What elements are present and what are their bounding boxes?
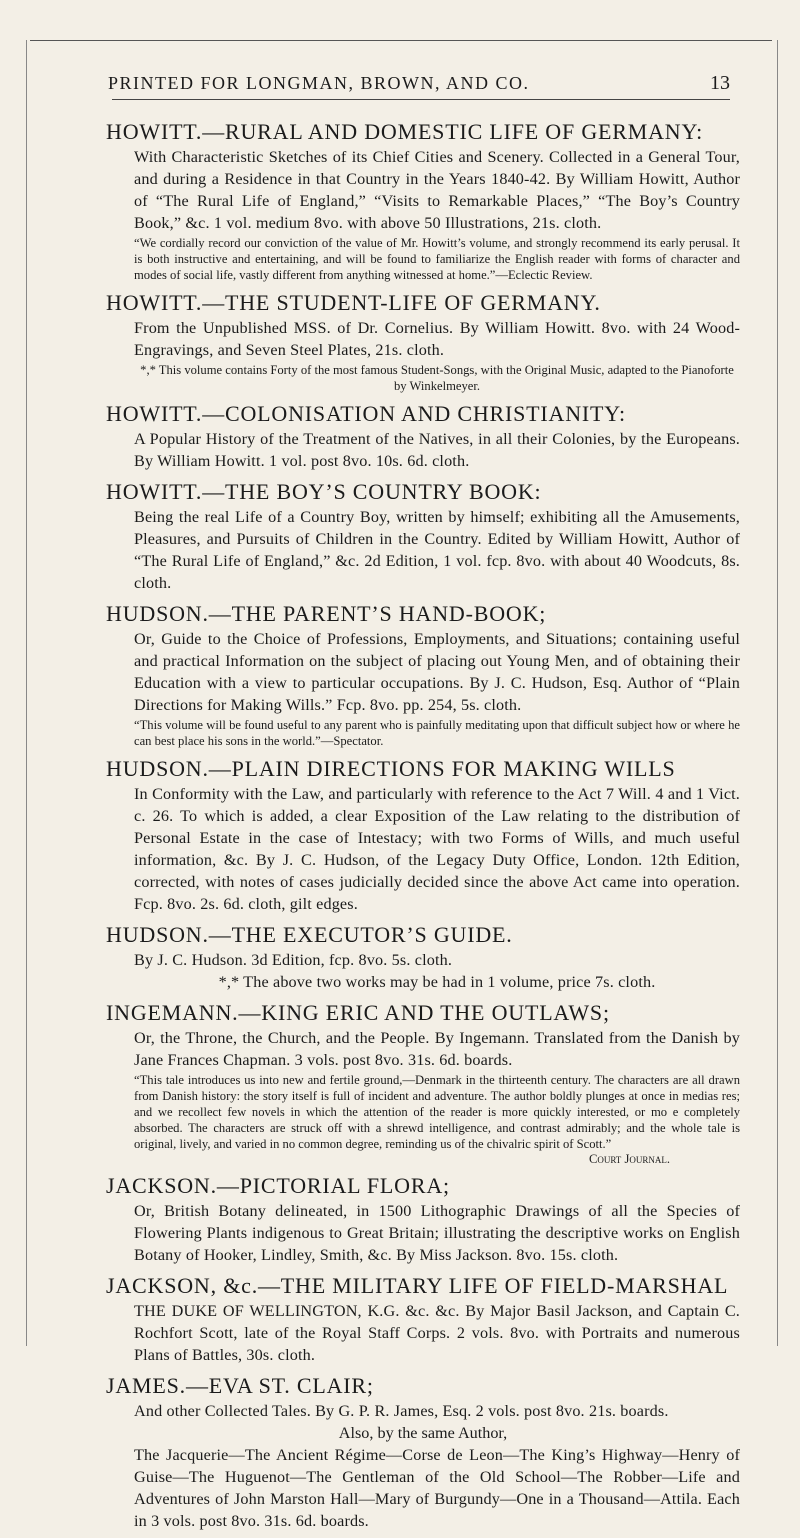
catalogue-entry [106, 478, 740, 594]
entry-title: HUDSON.—PLAIN DIRECTIONS FOR MAKING WILLS [106, 756, 676, 781]
right-border-rule [777, 40, 778, 1346]
catalogue-entry [106, 1372, 740, 1532]
also-by-author: Also, by the same Author, [338, 1424, 508, 1442]
entry-review-quote: “We cordially record our conviction of the value of Mr. Howitt’s volume, and strongly recommend its early perusal. It is both instructive and entertaining, and will be found to familiarize the English reader with forms of character and modes of social life, vastly different from anything witnessed at home.”—Eclectic Review. [134, 236, 740, 282]
entry-review-quote: “This tale introduces us into new and fertile ground,—Denmark in the thirteenth century. The characters are all drawn from Danish history: the story itself is full of incident and adventure. The author boldly plunges at once in medias res; and we recollect few novels in which the attention of the reader is more quickly interested, or mo e completely absorbed. The characters are struck off with a shrewd intelligence, and contrast admirably; and the whole tale is original, lively, and varied in no common degree, reminding us of the chivalric spirit of Scott.” [134, 1073, 740, 1151]
entry-note: *,* The above two works may be had in 1 volume, price 7s. cloth. [218, 973, 656, 991]
entry-title: HOWITT.—COLONISATION AND CHRISTIANITY: [106, 401, 626, 426]
entry-title: HOWITT.—THE BOY’S COUNTRY BOOK: [106, 479, 542, 504]
top-border-rule [30, 40, 772, 41]
entry-title: JACKSON.—PICTORIAL FLORA; [106, 1173, 450, 1198]
entry-title: HUDSON.—THE PARENT’S HAND-BOOK; [106, 601, 547, 626]
entry-description: THE DUKE OF WELLINGTON, K.G. &c. &c. By Major Basil Jackson, and Captain C. Rochfort Scott, late of the Royal Staff Corps. 2 vols. 8vo. with Portraits and numerous Plans of Battles, 30s. cloth. [134, 1302, 740, 1364]
entry-review-quote: “This volume will be found useful to any parent who is painfully meditating upon that difficult subject how or where he can best place his sons in the world.”—Spectator. [134, 718, 740, 748]
entry-description-extra: The Jacquerie—The Ancient Régime—Corse de Leon—The King’s Highway—Henry of Guise—The Huguenot—The Gentleman of the Old School—The Robber—Life and Adventures of John Marston Hall—Mary of Burgundy—One in a Thousand—Attila. Each in 3 vols. post 8vo. 31s. 6d. boards. [134, 1446, 740, 1530]
page-number: 13 [710, 72, 730, 94]
catalogue-entry [106, 755, 740, 915]
review-source: Court Journal. [588, 1152, 670, 1166]
entry-description: A Popular History of the Treatment of the Natives, in all their Colonies, by the Europeans. By William Howitt. 1 vol. post 8vo. 10s. 6d. cloth. [134, 430, 740, 470]
running-head: PRINTED FOR LONGMAN, BROWN, AND CO. [108, 73, 530, 93]
entry-title: HOWITT.—RURAL AND DOMESTIC LIFE OF GERMANY: [106, 119, 704, 144]
catalogue-entry [106, 1272, 740, 1366]
entry-title: HUDSON.—THE EXECUTOR’S GUIDE. [106, 922, 513, 947]
entry-description: From the Unpublished MSS. of Dr. Cornelius. By William Howitt. 8vo. with 24 Wood-Engravings, and Seven Steel Plates, 21s. cloth. [134, 319, 740, 359]
entry-description: Or, Guide to the Choice of Professions, Employments, and Situations; containing useful and practical Information on the subject of placing out Young Men, and of obtaining their Education with a view to particular occupations. By J. C. Hudson, Esq. Author of “Plain Directions for Making Wills.” Fcp. 8vo. pp. 254, 5s. cloth. [134, 630, 740, 714]
entry-description: In Conformity with the Law, and particularly with reference to the Act 7 Will. 4 and 1 Vict. c. 26. To which is added, a clear Exposition of the Law relating to the distribution of Personal Estate in the case of Intestacy; with two Forms of Wills, and much useful information, &c. By J. C. Hudson, of the Legacy Duty Office, London. 12th Edition, corrected, with notes of cases judicially decided since the above Act came into operation. Fcp. 8vo. 2s. 6d. cloth, gilt edges. [134, 785, 740, 913]
catalogue-entry [106, 118, 740, 283]
entry-title: HOWITT.—THE STUDENT-LIFE OF GERMANY. [106, 290, 601, 315]
entry-description: By J. C. Hudson. 3d Edition, fcp. 8vo. 5s. cloth. [134, 951, 453, 969]
catalogue-entry [106, 600, 740, 749]
catalogue-entry [106, 289, 740, 394]
left-border-rule [26, 40, 27, 1346]
running-header [108, 72, 730, 95]
header-rule [112, 99, 730, 100]
entry-description: Being the real Life of a Country Boy, written by himself; exhibiting all the Amusements, Pleasures, and Pursuits of Children in the Country. Edited by William Howitt, Author of “The Rural Life of England,” &c. 2d Edition, 1 vol. fcp. 8vo. with about 40 Woodcuts, 8s. cloth. [134, 508, 740, 592]
entry-title: INGEMANN.—KING ERIC AND THE OUTLAWS; [106, 1000, 610, 1025]
catalogue-entry [106, 999, 740, 1166]
entry-note: *,* This volume contains Forty of the most famous Student-Songs, with the Original Music, adapted to the Pianoforte by Winkelmeyer. [140, 363, 734, 393]
entry-description: And other Collected Tales. By G. P. R. James, Esq. 2 vols. post 8vo. 21s. boards. [134, 1402, 669, 1420]
entry-title: JACKSON, &c.—THE MILITARY LIFE OF FIELD-MARSHAL [106, 1273, 729, 1298]
catalogue-entry [106, 1172, 740, 1266]
entry-description: With Characteristic Sketches of its Chief Cities and Scenery. Collected in a General Tour, and during a Residence in that Country in the Years 1840-42. By William Howitt, Author of “The Rural Life of England,” “Visits to Remarkable Places,” “The Boy’s Country Book,” &c. 1 vol. medium 8vo. with above 50 Illustrations, 21s. cloth. [134, 148, 740, 232]
catalogue-entry [106, 921, 740, 993]
entry-description: Or, the Throne, the Church, and the People. By Ingemann. Translated from the Danish by Jane Frances Chapman. 3 vols. post 8vo. 31s. 6d. boards. [134, 1029, 740, 1069]
catalogue-entries [106, 118, 740, 1538]
entry-title: JAMES.—EVA ST. CLAIR; [106, 1373, 374, 1398]
entry-description: Or, British Botany delineated, in 1500 Lithographic Drawings of all the Species of Flowering Plants indigenous to Great Britain; illustrating the descriptive works on English Botany of Hooker, Lindley, Smith, &c. By Miss Jackson. 8vo. 15s. cloth. [134, 1202, 740, 1264]
catalogue-entry [106, 400, 740, 472]
